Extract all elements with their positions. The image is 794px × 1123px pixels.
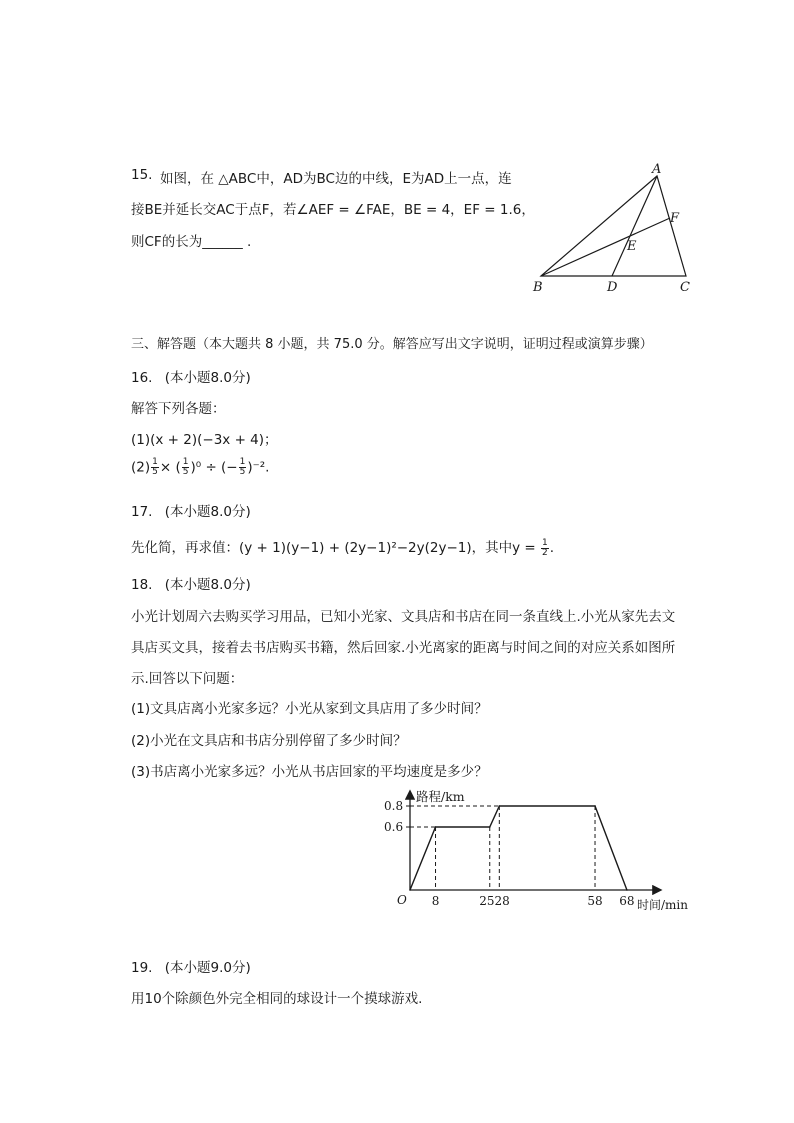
q18-sub3: (3)书店离小光家多远？小光从书店回家的平均速度是多少？ bbox=[131, 764, 488, 780]
q17-header bbox=[131, 500, 251, 520]
q16-number: 16. bbox=[131, 370, 153, 386]
q19-text: 用10个除颜色外完全相同的球设计一个摸球游戏. bbox=[131, 991, 423, 1007]
section3-heading: 三、解答题（本大题共 8 小题，共 75.0 分。解答应写出文字说明，证明过程或演算步骤） bbox=[131, 337, 653, 352]
data-point bbox=[435, 826, 437, 828]
q17-end: . bbox=[549, 540, 555, 556]
data-point bbox=[409, 889, 411, 891]
fraction: $\frac{1}{5}$ bbox=[152, 457, 158, 477]
y-tick-label: 0.6 bbox=[384, 820, 404, 834]
label-b: B bbox=[533, 280, 543, 295]
q15-line1: 如图，在 △ABC中，AD为BC边的中线，E为AD上一点，连 bbox=[160, 171, 512, 187]
q16-part2-mid: × ( bbox=[159, 459, 181, 476]
q16-score: (本小题8.0分) bbox=[164, 370, 251, 386]
q17-expression: 先化简，再求值：(y + 1)(y−1) + (2y−1)²−2y(2y−1)，其中y = bbox=[131, 540, 541, 556]
y-axis-label: 路程/km bbox=[416, 789, 465, 804]
triangle-abc bbox=[541, 176, 686, 276]
label-f: F bbox=[670, 211, 680, 226]
q16-header bbox=[131, 366, 251, 386]
q15-triangle-figure bbox=[520, 160, 710, 300]
q18-line2: 具店买文具，接着去书店购买书籍，然后回家.小光离家的距离与时间之间的对应关系如图所 bbox=[131, 640, 676, 656]
label-c: C bbox=[680, 280, 690, 295]
q16-part2 bbox=[131, 458, 269, 477]
q18-sub2: (2)小光在文具店和书店分别停留了多少时间？ bbox=[131, 733, 407, 749]
label-a: A bbox=[652, 162, 662, 177]
x-tick-label: 2528 bbox=[479, 894, 510, 908]
x-tick-label: 58 bbox=[587, 894, 603, 908]
q18-line3: 示.回答以下问题： bbox=[131, 671, 244, 687]
q17-number: 17. bbox=[131, 504, 153, 520]
data-point bbox=[499, 805, 501, 807]
q18-line1: 小光计划周六去购买学习用品，已知小光家、文具店和书店在同一条直线上.小光从家先去文 bbox=[131, 609, 676, 625]
q16-part2-end: )⁻². bbox=[247, 459, 270, 476]
q18-header bbox=[131, 573, 251, 593]
x-tick-label: 68 bbox=[619, 894, 635, 908]
q15-number: 15. bbox=[131, 167, 153, 183]
x-tick-label: 8 bbox=[431, 894, 440, 908]
fraction: $\frac{1}{2}$ bbox=[542, 537, 548, 558]
q19-number: 19. bbox=[131, 960, 153, 976]
q18-score: (本小题8.0分) bbox=[164, 577, 251, 593]
q19-header bbox=[131, 956, 251, 976]
q15-line2: 接BE并延长交AC于点F，若∠AEF = ∠FAE，BE = 4，EF = 1.6， bbox=[131, 202, 535, 218]
q17-text bbox=[131, 536, 554, 558]
data-point bbox=[594, 805, 596, 807]
q19-score: (本小题9.0分) bbox=[164, 960, 251, 976]
fraction: $\frac{1}{5}$ bbox=[239, 457, 246, 477]
q16-prompt: 解答下列各题： bbox=[131, 401, 226, 417]
y-tick-label: 0.8 bbox=[384, 799, 404, 813]
q18-number: 18. bbox=[131, 577, 153, 593]
median-ad bbox=[612, 176, 657, 276]
segment-bf bbox=[541, 218, 670, 276]
q15-line3: 则CF的长为______ . bbox=[131, 234, 252, 250]
q17-score: (本小题8.0分) bbox=[164, 504, 251, 520]
distance-time-chart bbox=[355, 782, 700, 917]
label-e: E bbox=[627, 239, 637, 254]
origin-label: O bbox=[397, 893, 407, 907]
q16-part1: (1)(x + 2)(−3x + 4)； bbox=[131, 432, 278, 448]
q16-part2-exp0: )⁰ ÷ (− bbox=[190, 459, 238, 476]
fraction: $\frac{1}{5}$ bbox=[182, 457, 189, 477]
data-point bbox=[626, 889, 628, 891]
distance-series-line bbox=[410, 806, 627, 890]
q18-sub1: (1)文具店离小光家多远？小光从家到文具店用了多少时间？ bbox=[131, 701, 488, 717]
q16-part2-prefix: (2) bbox=[131, 459, 151, 476]
x-axis-label: 时间/min bbox=[637, 898, 688, 912]
label-d: D bbox=[607, 280, 618, 295]
data-point bbox=[489, 826, 491, 828]
